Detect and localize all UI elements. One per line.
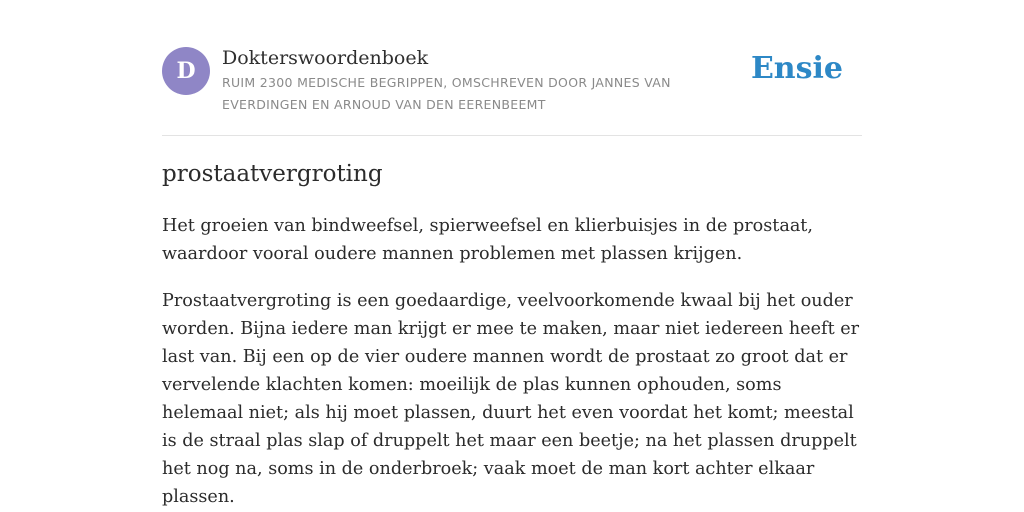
entry-term: prostaatvergroting bbox=[162, 161, 383, 187]
dictionary-entry-page bbox=[162, 0, 862, 507]
entry-definition: Het groeien van bindweefsel, spierweefsel en klierbuisjes in de prostaat, waardoor vooral oudere mannen problemen met plassen krijgen. bbox=[162, 216, 813, 264]
ensie-logo-link[interactable]: Ensie bbox=[750, 51, 843, 86]
source-avatar[interactable]: D bbox=[162, 47, 210, 95]
source-subtitle: RUIM 2300 MEDISCHE BEGRIPPEN, OMSCHREVEN DOOR JANNES VAN EVERDINGEN EN ARNOUD VAN DEN EERENBEEMT bbox=[222, 75, 671, 112]
source-title[interactable]: Dokterswoordenboek bbox=[222, 47, 429, 69]
source-header bbox=[162, 0, 862, 136]
entry-explanation: Prostaatvergroting is een goedaardige, veelvoorkomende kwaal bij het ouder worden. Bijna iedere man krijgt er mee te maken, maar niet iedereen heeft er last van. Bij een op de vier oudere mannen wordt de prostaat zo groot dat er vervelende klachten komen: moeilijk de plas kunnen ophouden, soms helemaal niet; als hij moet plassen, duurt het even voordat het komt; meestal is de straal plas slap of druppelt het maar een beetje; na het plassen druppelt het nog na, soms in de onderbroek; vaak moet de man kort achter elkaar plassen. bbox=[162, 291, 860, 507]
